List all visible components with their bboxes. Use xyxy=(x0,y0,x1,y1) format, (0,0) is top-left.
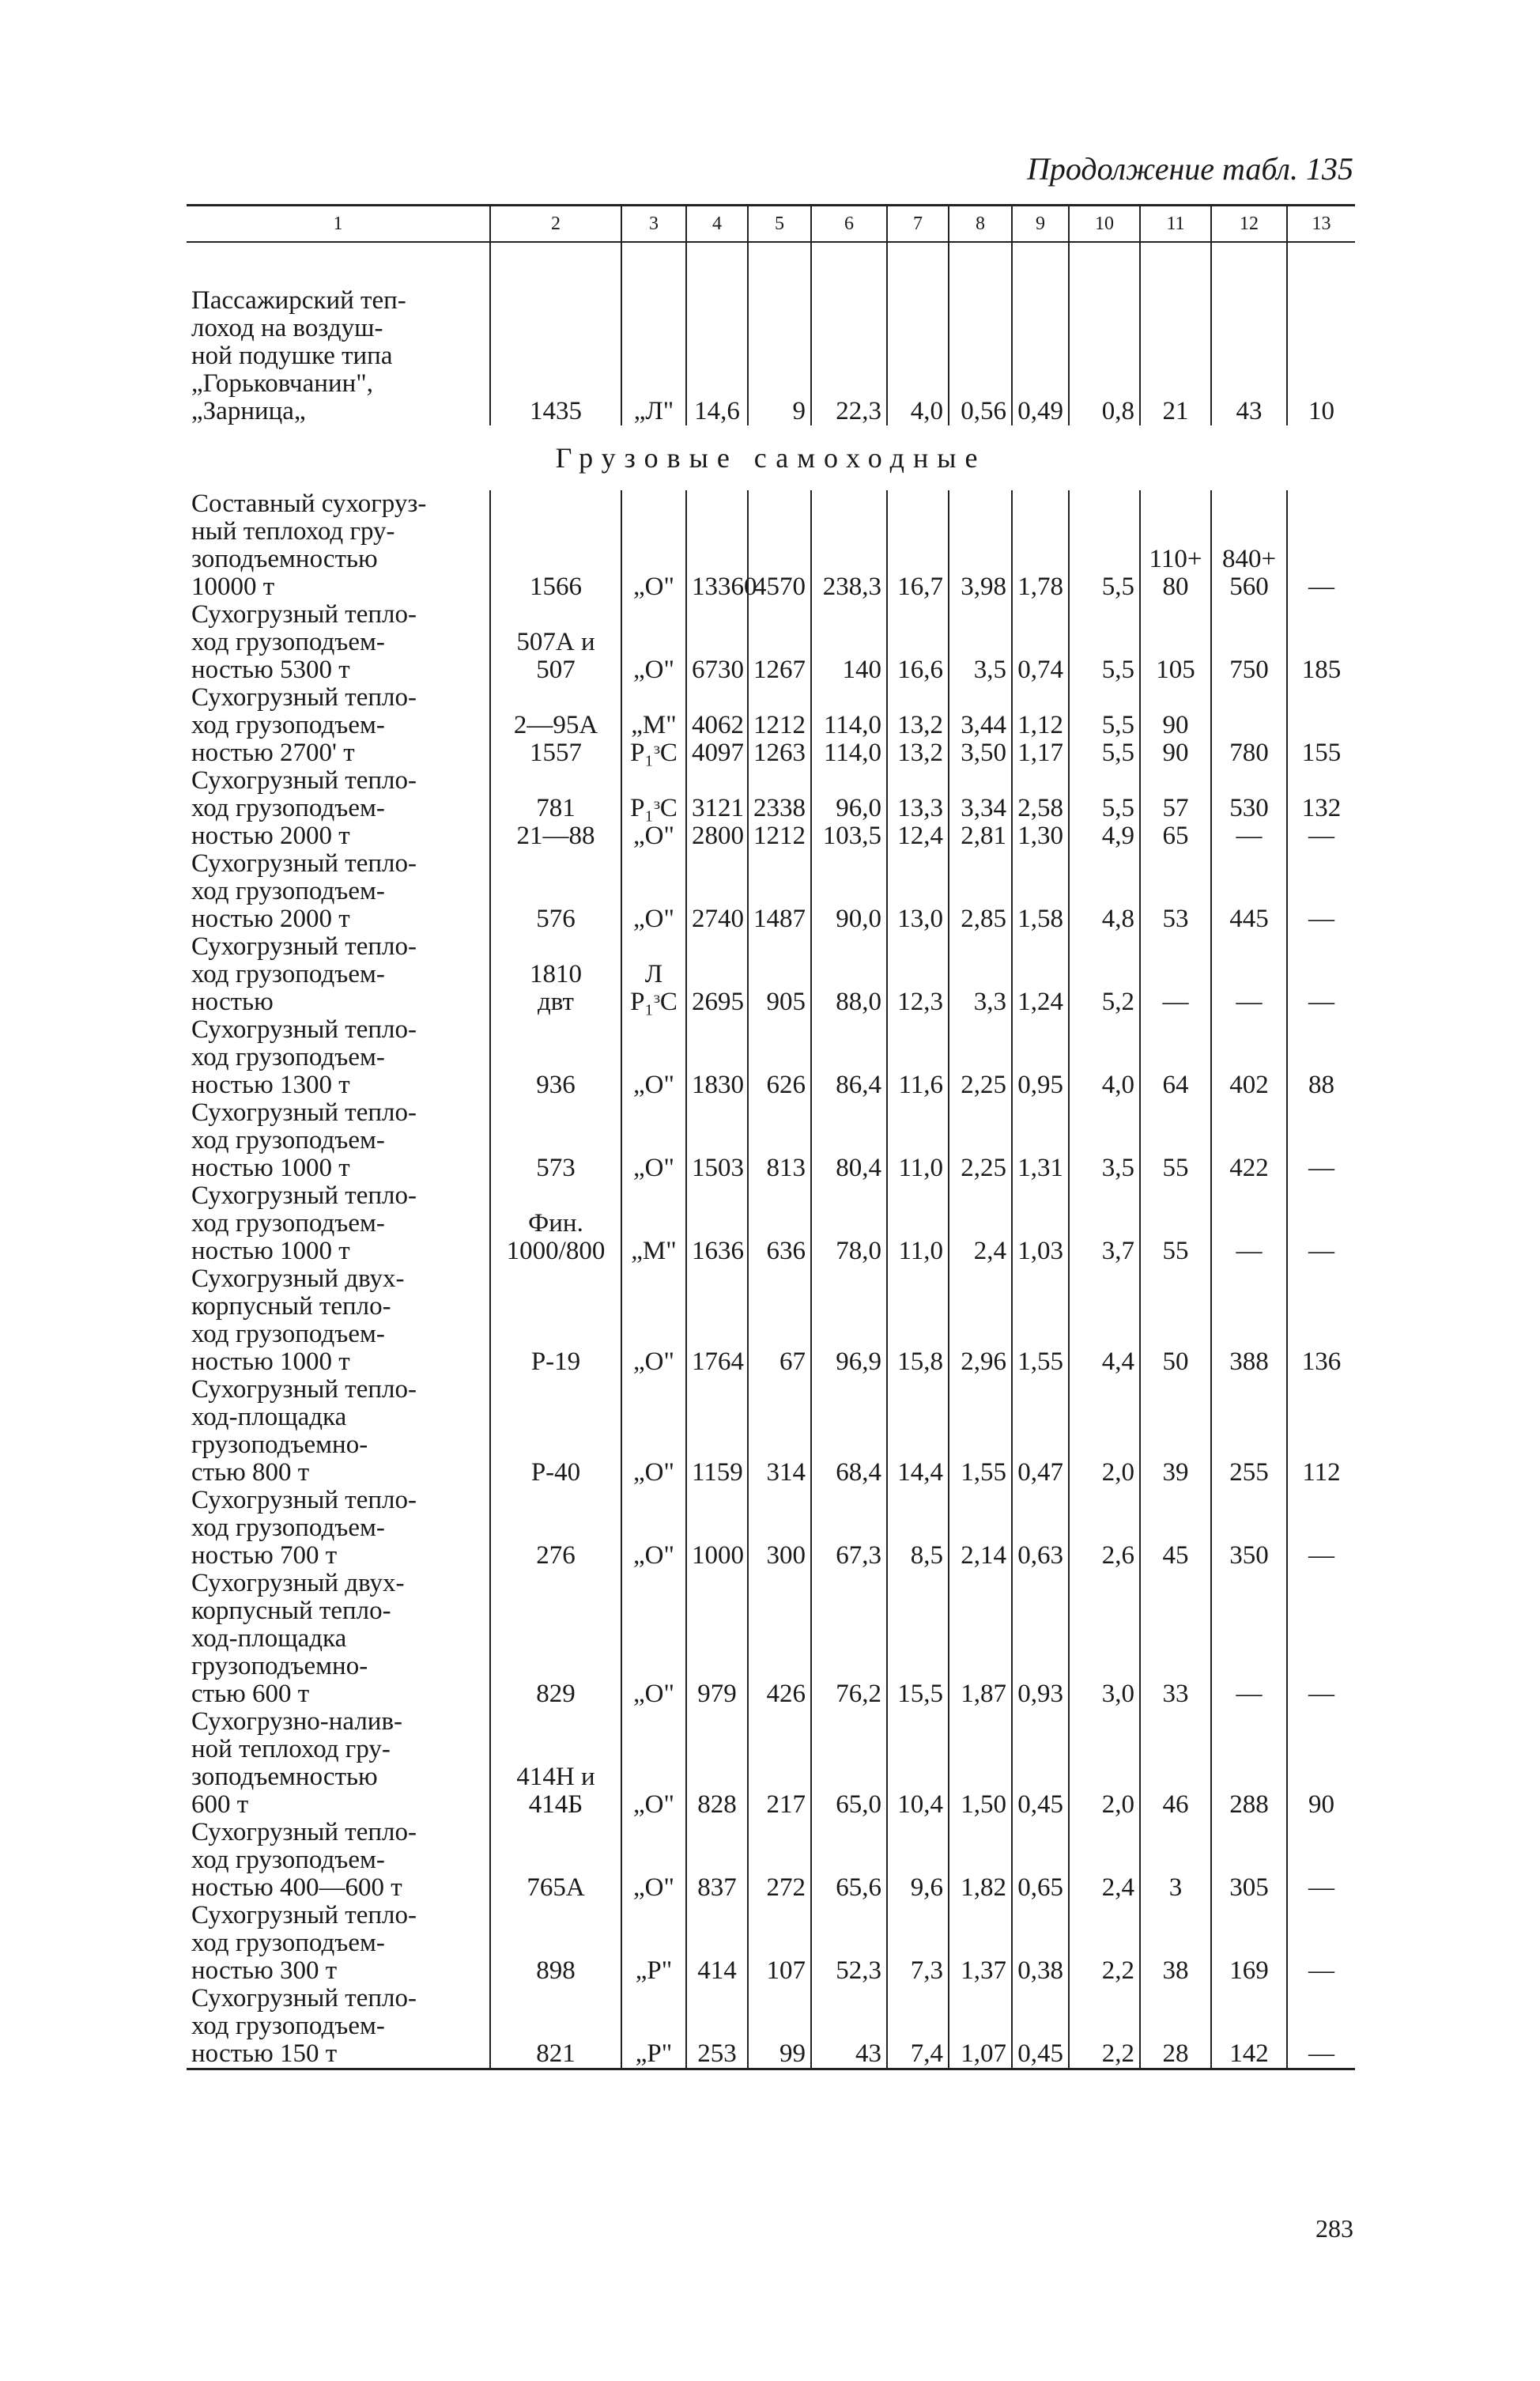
vessel-description-cell: Пассажирский теп- лоход на воздуш- ной подушке типа „Горьковчанин", „Зарница„ xyxy=(191,286,406,425)
cell-col-3: „О" xyxy=(621,490,686,601)
cell-col-6: 140 xyxy=(811,601,887,684)
cell-col-10: 2,0 xyxy=(1069,1376,1140,1487)
cell-col-4: 4062 4097 xyxy=(686,684,748,767)
cell-col-12: 43 xyxy=(1211,287,1287,425)
cell-col-3: „О" xyxy=(621,601,686,684)
cell-col-13: 132 — xyxy=(1287,767,1355,850)
cell-col-7: 13,0 xyxy=(887,850,949,933)
cell-col-12: — xyxy=(1211,933,1287,1016)
section-title: Грузовые самоходные xyxy=(555,441,987,474)
column-header-5: 5 xyxy=(748,206,811,243)
cell-col-12: 288 xyxy=(1211,1708,1287,1819)
cell-col-9: 1,24 xyxy=(1012,933,1069,1016)
cell-col-2: Р-40 xyxy=(490,1376,621,1487)
cell-col-7: 16,7 xyxy=(887,490,949,601)
cell-col-4: 253 xyxy=(686,1985,748,2069)
cell-col-2: 898 xyxy=(490,1902,621,1985)
cell-col-8: 1,87 xyxy=(949,1570,1012,1708)
cell-col-4: 837 xyxy=(686,1819,748,1902)
cell-col-9: 1,12 1,17 xyxy=(1012,684,1069,767)
table-caption: Продолжение табл. 135 xyxy=(1026,151,1353,187)
cell-col-6: 80,4 xyxy=(811,1099,887,1182)
cell-col-12: 402 xyxy=(1211,1016,1287,1099)
cell-col-5: 9 xyxy=(748,287,811,425)
cell-col-5: 99 xyxy=(748,1985,811,2069)
cell-col-12: 388 xyxy=(1211,1265,1287,1376)
cell-col-8: 2,25 xyxy=(949,1016,1012,1099)
cell-col-11: 50 xyxy=(1140,1265,1211,1376)
cell-col-6: 52,3 xyxy=(811,1902,887,1985)
spacer-cell xyxy=(621,242,686,287)
cell-col-9: 0,65 xyxy=(1012,1819,1069,1902)
table-row xyxy=(187,1902,1355,1985)
cell-col-3: „О" xyxy=(621,1819,686,1902)
cell-col-10: 5,5 5,5 xyxy=(1069,684,1140,767)
cell-col-8: 0,56 xyxy=(949,287,1012,425)
cell-col-11: 53 xyxy=(1140,850,1211,933)
table-row xyxy=(187,767,1355,850)
cell-col-3: „Р" xyxy=(621,1985,686,2069)
cell-col-10: 5,5 xyxy=(1069,490,1140,601)
cell-col-8: 3,44 3,50 xyxy=(949,684,1012,767)
cell-col-11: 105 xyxy=(1140,601,1211,684)
cell-col-4: 1636 xyxy=(686,1182,748,1265)
spacer-cell xyxy=(949,242,1012,287)
cell-col-4: 1000 xyxy=(686,1487,748,1570)
cell-col-12: 422 xyxy=(1211,1099,1287,1182)
cell-col-11: 55 xyxy=(1140,1099,1211,1182)
table-row xyxy=(187,287,1355,425)
cell-col-4: 1159 xyxy=(686,1376,748,1487)
vessel-description-cell: Сухогрузный тепло- ход грузоподъем- ностью 2000 т xyxy=(191,766,417,850)
spacer-cell xyxy=(811,242,887,287)
table-row xyxy=(187,1182,1355,1265)
cell-col-2: 1810 двт xyxy=(490,933,621,1016)
cell-col-7: 13,2 13,2 xyxy=(887,684,949,767)
cell-col-11: 45 xyxy=(1140,1487,1211,1570)
cell-col-5: 636 xyxy=(748,1182,811,1265)
cell-col-10: 0,8 xyxy=(1069,287,1140,425)
cell-col-5: 272 xyxy=(748,1819,811,1902)
cell-col-6: 76,2 xyxy=(811,1570,887,1708)
table-row xyxy=(187,1099,1355,1182)
column-header-13: 13 xyxy=(1287,206,1355,243)
cell-col-2: 414Н и 414Б xyxy=(490,1708,621,1819)
cell-col-6: 114,0 114,0 xyxy=(811,684,887,767)
column-header-9: 9 xyxy=(1012,206,1069,243)
table-row xyxy=(187,1016,1355,1099)
cell-col-5: 905 xyxy=(748,933,811,1016)
cell-col-12: 350 xyxy=(1211,1487,1287,1570)
cell-col-11: 38 xyxy=(1140,1902,1211,1985)
column-header-8: 8 xyxy=(949,206,1012,243)
cell-col-9: 2,58 1,30 xyxy=(1012,767,1069,850)
cell-col-11: 55 xyxy=(1140,1182,1211,1265)
cell-col-12: 305 xyxy=(1211,1819,1287,1902)
cell-col-12: 142 xyxy=(1211,1985,1287,2069)
cell-col-10: 2,2 xyxy=(1069,1902,1140,1985)
vessel-description-cell: Сухогрузно-налив- ной теплоход гру- зоподъемностью 600 т xyxy=(191,1707,403,1819)
cell-col-9: 0,45 xyxy=(1012,1985,1069,2069)
cell-col-7: 8,5 xyxy=(887,1487,949,1570)
cell-col-13: — xyxy=(1287,1487,1355,1570)
cell-col-3: „М" xyxy=(621,1182,686,1265)
cell-col-11: 57 65 xyxy=(1140,767,1211,850)
vessel-description-cell: Сухогрузный тепло- ход грузоподъем- ностью 1000 т xyxy=(191,1181,417,1265)
spacer-cell xyxy=(686,242,748,287)
cell-col-10: 2,0 xyxy=(1069,1708,1140,1819)
cell-col-8: 1,37 xyxy=(949,1902,1012,1985)
cell-col-8: 3,5 xyxy=(949,601,1012,684)
cell-col-3: Л Р₁ᵌС xyxy=(621,933,686,1016)
cell-col-6: 86,4 xyxy=(811,1016,887,1099)
column-header-3: 3 xyxy=(621,206,686,243)
cell-col-8: 2,85 xyxy=(949,850,1012,933)
cell-col-7: 4,0 xyxy=(887,287,949,425)
cell-col-2: 781 21—88 xyxy=(490,767,621,850)
cell-col-5: 67 xyxy=(748,1265,811,1376)
cell-col-10: 4,4 xyxy=(1069,1265,1140,1376)
cell-col-2: 765А xyxy=(490,1819,621,1902)
cell-col-8: 1,55 xyxy=(949,1376,1012,1487)
cell-col-6: 78,0 xyxy=(811,1182,887,1265)
cell-col-10: 3,7 xyxy=(1069,1182,1140,1265)
cell-col-3: „О" xyxy=(621,1487,686,1570)
cell-col-13: — xyxy=(1287,1182,1355,1265)
cell-col-8: 3,34 2,81 xyxy=(949,767,1012,850)
cell-col-4: 2695 xyxy=(686,933,748,1016)
spacer-cell xyxy=(1069,242,1140,287)
cell-col-13: — xyxy=(1287,1902,1355,1985)
cell-col-11: 21 xyxy=(1140,287,1211,425)
cell-col-2: 821 xyxy=(490,1985,621,2069)
cell-col-5: 300 xyxy=(748,1487,811,1570)
cell-col-8: 3,98 xyxy=(949,490,1012,601)
cell-col-4: 14,6 xyxy=(686,287,748,425)
cell-col-5: 314 xyxy=(748,1376,811,1487)
column-header-12: 12 xyxy=(1211,206,1287,243)
spacer-row xyxy=(187,242,1355,287)
cell-col-13: — xyxy=(1287,490,1355,601)
section-row xyxy=(187,425,1355,490)
cell-col-5: 2338 1212 xyxy=(748,767,811,850)
cell-col-12: 780 xyxy=(1211,684,1287,767)
cell-col-3: „О" xyxy=(621,850,686,933)
cell-col-7: 12,3 xyxy=(887,933,949,1016)
cell-col-12: 840+ 560 xyxy=(1211,490,1287,601)
table-body xyxy=(187,242,1355,2069)
vessel-description-cell: Сухогрузный тепло- ход грузоподъем- ностью 400—600 т xyxy=(191,1818,417,1902)
cell-col-6: 96,9 xyxy=(811,1265,887,1376)
vessel-description-cell: Сухогрузный тепло- ход грузоподъем- ностью 1300 т xyxy=(191,1015,417,1099)
cell-col-12: 750 xyxy=(1211,601,1287,684)
vessel-description-cell: Сухогрузный тепло- ход грузоподъем- ностью 2000 т xyxy=(191,849,417,933)
cell-col-7: 11,0 xyxy=(887,1099,949,1182)
cell-col-13: — xyxy=(1287,1985,1355,2069)
cell-col-6: 67,3 xyxy=(811,1487,887,1570)
cell-col-2: 573 xyxy=(490,1099,621,1182)
cell-col-7: 15,8 xyxy=(887,1265,949,1376)
column-header-10: 10 xyxy=(1069,206,1140,243)
vessel-description-cell: Сухогрузный тепло- ход грузоподъем- ностью 5300 т xyxy=(191,600,417,684)
vessel-description-cell: Сухогрузный тепло- ход грузоподъем- ностью xyxy=(191,932,417,1016)
cell-col-2: Фин. 1000/800 xyxy=(490,1182,621,1265)
vessel-description-cell: Составный сухогруз- ный теплоход гру- зоподъемностью 10000 т xyxy=(191,489,427,601)
cell-col-11: 28 xyxy=(1140,1985,1211,2069)
cell-col-3: „О" xyxy=(621,1376,686,1487)
cell-col-13: 88 xyxy=(1287,1016,1355,1099)
cell-col-13: 155 xyxy=(1287,684,1355,767)
cell-col-3: „М" Р₁ᵌС xyxy=(621,684,686,767)
cell-col-6: 65,6 xyxy=(811,1819,887,1902)
cell-col-7: 11,0 xyxy=(887,1182,949,1265)
spacer-cell xyxy=(887,242,949,287)
table-row xyxy=(187,1487,1355,1570)
cell-col-8: 2,25 xyxy=(949,1099,1012,1182)
cell-col-2: 276 xyxy=(490,1487,621,1570)
cell-col-10: 2,6 xyxy=(1069,1487,1140,1570)
cell-col-9: 0,45 xyxy=(1012,1708,1069,1819)
spacer-cell xyxy=(1012,242,1069,287)
cell-col-9: 0,49 xyxy=(1012,287,1069,425)
column-header-6: 6 xyxy=(811,206,887,243)
cell-col-13: — xyxy=(1287,850,1355,933)
cell-col-13: 185 xyxy=(1287,601,1355,684)
table-row xyxy=(187,601,1355,684)
cell-col-10: 5,5 4,9 xyxy=(1069,767,1140,850)
cell-col-13: 90 xyxy=(1287,1708,1355,1819)
cell-col-10: 4,8 xyxy=(1069,850,1140,933)
spacer-cell xyxy=(490,242,621,287)
cell-col-7: 9,6 xyxy=(887,1819,949,1902)
cell-col-5: 107 xyxy=(748,1902,811,1985)
cell-col-9: 0,38 xyxy=(1012,1902,1069,1985)
cell-col-4: 2740 xyxy=(686,850,748,933)
vessel-description-cell: Сухогрузный тепло- ход-площадка грузоподъемно- стью 800 т xyxy=(191,1375,417,1487)
cell-col-5: 217 xyxy=(748,1708,811,1819)
cell-col-6: 22,3 xyxy=(811,287,887,425)
cell-col-12: 169 xyxy=(1211,1902,1287,1985)
cell-col-9: 0,93 xyxy=(1012,1570,1069,1708)
cell-col-13: — xyxy=(1287,1819,1355,1902)
cell-col-11: — xyxy=(1140,933,1211,1016)
cell-col-2: 576 xyxy=(490,850,621,933)
cell-col-7: 14,4 xyxy=(887,1376,949,1487)
cell-col-4: 1764 xyxy=(686,1265,748,1376)
spacer-cell xyxy=(1140,242,1211,287)
cell-col-13: — xyxy=(1287,1570,1355,1708)
table-row xyxy=(187,1265,1355,1376)
cell-col-3: „О" xyxy=(621,1016,686,1099)
cell-col-4: 3121 2800 xyxy=(686,767,748,850)
cell-col-7: 16,6 xyxy=(887,601,949,684)
cell-col-6: 65,0 xyxy=(811,1708,887,1819)
cell-col-13: — xyxy=(1287,1099,1355,1182)
cell-col-2: 1566 xyxy=(490,490,621,601)
cell-col-13: 10 xyxy=(1287,287,1355,425)
table-header-row xyxy=(187,206,1355,243)
cell-col-2: Р-19 xyxy=(490,1265,621,1376)
cell-col-5: 1487 xyxy=(748,850,811,933)
cell-col-3: „О" xyxy=(621,1265,686,1376)
cell-col-7: 7,4 xyxy=(887,1985,949,2069)
table-row xyxy=(187,1570,1355,1708)
table-row xyxy=(187,1376,1355,1487)
data-table xyxy=(187,204,1355,2070)
column-header-11: 11 xyxy=(1140,206,1211,243)
table-row xyxy=(187,1985,1355,2069)
vessel-description-cell: Сухогрузный тепло- ход грузоподъем- ностью 700 т xyxy=(191,1486,417,1570)
cell-col-5: 1267 xyxy=(748,601,811,684)
cell-col-8: 2,96 xyxy=(949,1265,1012,1376)
page-number: 283 xyxy=(1315,2214,1353,2243)
cell-col-2: 829 xyxy=(490,1570,621,1708)
cell-col-5: 426 xyxy=(748,1570,811,1708)
cell-col-11: 110+ 80 xyxy=(1140,490,1211,601)
table-row xyxy=(187,1708,1355,1819)
cell-col-2: 2—95А 1557 xyxy=(490,684,621,767)
cell-col-8: 1,07 xyxy=(949,1985,1012,2069)
cell-col-7: 11,6 xyxy=(887,1016,949,1099)
cell-col-4: 828 xyxy=(686,1708,748,1819)
cell-col-4: 414 xyxy=(686,1902,748,1985)
cell-col-9: 0,47 xyxy=(1012,1376,1069,1487)
vessel-description-cell: Сухогрузный тепло- ход грузоподъем- ностью 2700' т xyxy=(191,683,417,767)
cell-col-9: 0,95 xyxy=(1012,1016,1069,1099)
cell-col-6: 88,0 xyxy=(811,933,887,1016)
cell-col-10: 5,2 xyxy=(1069,933,1140,1016)
cell-col-3: „О" xyxy=(621,1708,686,1819)
cell-col-8: 1,50 xyxy=(949,1708,1012,1819)
cell-col-3: „О" xyxy=(621,1570,686,1708)
cell-col-6: 43 xyxy=(811,1985,887,2069)
cell-col-2: 936 xyxy=(490,1016,621,1099)
column-header-4: 4 xyxy=(686,206,748,243)
cell-col-9: 1,58 xyxy=(1012,850,1069,933)
spacer-cell xyxy=(748,242,811,287)
cell-col-3: Р₁ᵌС „О" xyxy=(621,767,686,850)
vessel-description-cell: Сухогрузный тепло- ход грузоподъем- ностью 150 т xyxy=(187,1985,490,2069)
cell-col-10: 2,2 xyxy=(1069,1985,1140,2069)
cell-col-10: 5,5 xyxy=(1069,601,1140,684)
cell-col-7: 15,5 xyxy=(887,1570,949,1708)
table-row xyxy=(187,490,1355,601)
cell-col-2: 507А и 507 xyxy=(490,601,621,684)
column-header-1: 1 xyxy=(187,206,490,243)
cell-col-3: „Р" xyxy=(621,1902,686,1985)
cell-col-11: 3 xyxy=(1140,1819,1211,1902)
spacer-cell xyxy=(187,242,490,287)
cell-col-4: 979 xyxy=(686,1570,748,1708)
spacer-cell xyxy=(1211,242,1287,287)
cell-col-10: 2,4 xyxy=(1069,1819,1140,1902)
cell-col-5: 4570 xyxy=(748,490,811,601)
cell-col-2: 1435 xyxy=(490,287,621,425)
cell-col-4: 1830 xyxy=(686,1016,748,1099)
cell-col-12: 255 xyxy=(1211,1376,1287,1487)
cell-col-12: 445 xyxy=(1211,850,1287,933)
cell-col-9: 1,31 xyxy=(1012,1099,1069,1182)
cell-col-12: — xyxy=(1211,1570,1287,1708)
cell-col-12: — xyxy=(1211,1182,1287,1265)
cell-col-10: 4,0 xyxy=(1069,1016,1140,1099)
column-header-7: 7 xyxy=(887,206,949,243)
cell-col-6: 68,4 xyxy=(811,1376,887,1487)
cell-col-10: 3,5 xyxy=(1069,1099,1140,1182)
cell-col-11: 46 xyxy=(1140,1708,1211,1819)
cell-col-13: 112 xyxy=(1287,1376,1355,1487)
cell-col-13: — xyxy=(1287,933,1355,1016)
column-header-2: 2 xyxy=(490,206,621,243)
cell-col-11: 90 90 xyxy=(1140,684,1211,767)
cell-col-8: 3,3 xyxy=(949,933,1012,1016)
cell-col-7: 10,4 xyxy=(887,1708,949,1819)
cell-col-5: 626 xyxy=(748,1016,811,1099)
table-row xyxy=(187,684,1355,767)
cell-col-9: 1,78 xyxy=(1012,490,1069,601)
cell-col-9: 0,63 xyxy=(1012,1487,1069,1570)
cell-col-5: 1212 1263 xyxy=(748,684,811,767)
cell-col-12: 530 — xyxy=(1211,767,1287,850)
cell-col-5: 813 xyxy=(748,1099,811,1182)
cell-col-3: „О" xyxy=(621,1099,686,1182)
cell-col-7: 13,3 12,4 xyxy=(887,767,949,850)
cell-col-6: 96,0 103,5 xyxy=(811,767,887,850)
cell-col-9: 1,55 xyxy=(1012,1265,1069,1376)
cell-col-11: 64 xyxy=(1140,1016,1211,1099)
cell-col-8: 1,82 xyxy=(949,1819,1012,1902)
vessel-description-cell: Сухогрузный тепло- ход грузоподъем- ностью 1000 т xyxy=(191,1098,417,1182)
cell-col-9: 1,03 xyxy=(1012,1182,1069,1265)
cell-col-7: 7,3 xyxy=(887,1902,949,1985)
cell-col-4: 13360 xyxy=(686,490,748,601)
cell-col-6: 90,0 xyxy=(811,850,887,933)
cell-col-13: 136 xyxy=(1287,1265,1355,1376)
cell-col-3: „Л" xyxy=(621,287,686,425)
table-row xyxy=(187,850,1355,933)
cell-col-8: 2,4 xyxy=(949,1182,1012,1265)
spacer-cell xyxy=(1287,242,1355,287)
cell-col-4: 1503 xyxy=(686,1099,748,1182)
cell-col-9: 0,74 xyxy=(1012,601,1069,684)
table-row xyxy=(187,933,1355,1016)
vessel-description-cell: Сухогрузный двух- корпусный тепло- ход грузоподъем- ностью 1000 т xyxy=(191,1264,405,1376)
cell-col-10: 3,0 xyxy=(1069,1570,1140,1708)
vessel-description-cell: Сухогрузный двух- корпусный тепло- ход-площадка грузоподъемно- стью 600 т xyxy=(191,1569,405,1708)
cell-col-8: 2,14 xyxy=(949,1487,1012,1570)
cell-col-11: 33 xyxy=(1140,1570,1211,1708)
cell-col-4: 6730 xyxy=(686,601,748,684)
cell-col-6: 238,3 xyxy=(811,490,887,601)
cell-col-11: 39 xyxy=(1140,1376,1211,1487)
table-row xyxy=(187,1819,1355,1902)
vessel-description-cell: Сухогрузный тепло- ход грузоподъем- ностью 300 т xyxy=(191,1901,417,1985)
